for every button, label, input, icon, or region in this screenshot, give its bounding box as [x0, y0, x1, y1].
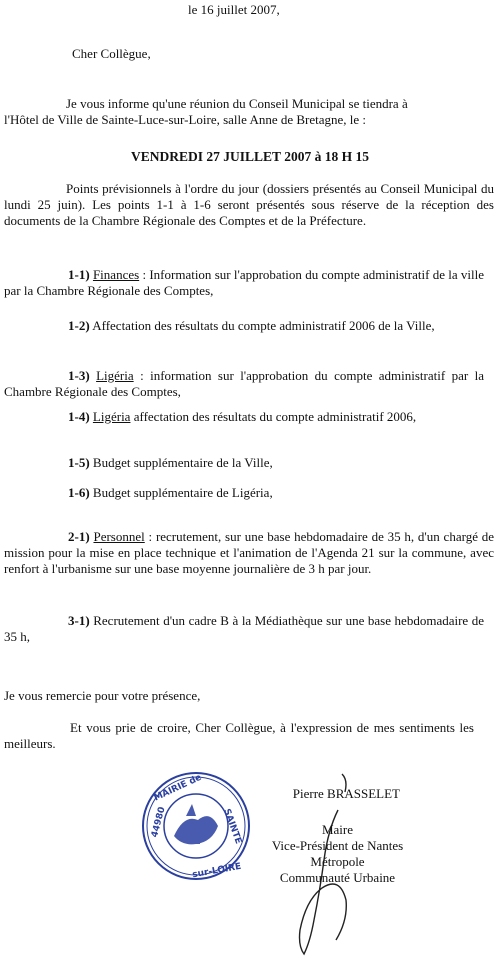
meeting-date: VENDREDI 27 JUILLET 2007 à 18 H 15 — [131, 149, 369, 164]
agenda-item-label: 1-2) — [68, 318, 90, 333]
agenda-item-1-3 — [4, 368, 484, 400]
greeting: Cher Collègue, — [72, 46, 151, 61]
intro-line-1: Je vous informe qu'une réunion du Conseil Municipal se tiendra à — [66, 96, 408, 111]
agenda-item-1-2 — [4, 318, 484, 334]
agenda-item-1-6 — [4, 485, 484, 501]
agenda-item-text: Recrutement d'un cadre B à la Médiathèque sur une base hebdomadaire de 35 h, — [4, 613, 485, 644]
svg-text:MAIRIE de: MAIRIE de — [152, 772, 204, 804]
closing-paragraph: Et vous prie de croire, Cher Collègue, à l'expression de mes sentiments les meilleurs. — [4, 720, 474, 751]
agenda-item-1-5 — [4, 455, 484, 471]
agenda-item-text: : Information sur l'approbation du compte administratif de la ville par la Chambre Régionale des Comptes, — [4, 267, 485, 298]
agenda-item-label: 1-1) — [68, 267, 90, 282]
agenda-item-label: 2-1) — [68, 529, 90, 544]
signer-title-vice-president: Vice-Président de Nantes Métropole — [271, 838, 404, 869]
agenda-item-2-1 — [4, 529, 494, 577]
agenda-item-text: Budget supplémentaire de Ligéria, — [92, 485, 273, 500]
agenda-item-text: Affectation des résultats du compte administratif 2006 de la Ville, — [92, 318, 435, 333]
agenda-item-3-1 — [4, 613, 484, 645]
agenda-item-subject: Ligéria — [92, 409, 131, 424]
agenda-item-1-4 — [4, 409, 484, 425]
letter-date: le 16 juillet 2007, — [188, 2, 280, 17]
signer-titles — [250, 822, 425, 886]
agenda-item-label: 1-5) — [68, 455, 90, 470]
svg-text:44980: 44980 — [149, 805, 168, 839]
signer-name: Pierre BRASSELET — [292, 786, 400, 801]
agenda-item-subject: Finances — [92, 267, 140, 282]
signer-title-community: Communauté Urbaine — [279, 870, 396, 885]
agenda-item-label: 3-1) — [68, 613, 90, 628]
agenda-item-text: affectation des résultats du compte administratif 2006, — [133, 409, 417, 424]
intro-line-2: l'Hôtel de Ville de Sainte-Luce-sur-Loire, salle Anne de Bretagne, le : — [4, 112, 367, 127]
agenda-item-subject: Personnel — [93, 529, 145, 544]
svg-text:SAINTE: SAINTE — [221, 807, 244, 846]
thanks-line: Je vous remercie pour votre présence, — [4, 688, 201, 703]
svg-text:sur-LOIRE: sur-LOIRE — [191, 861, 243, 881]
points-intro: Points prévisionnels à l'ordre du jour (dossiers présentés au Conseil Municipal du lundi 25 juin). Les points 1-1 à 1-6 seront présentés sous réserve de la réception des documents de la Chambre Régionale des Comptes et de la Préfecture. — [4, 181, 494, 228]
agenda-item-label: 1-3) — [68, 368, 90, 383]
intro-paragraph — [4, 96, 492, 128]
agenda-item-text: : recrutement, sur une base hebdomadaire de 35 h, d'un chargé de mission pour la mise en place technique et l'animation de l'Agenda 21 sur la commune, avec renfort à l'urbanisme sur une base moyenne journalière de 3 h par jour. — [4, 529, 495, 576]
signer-title-mayor: Maire — [321, 822, 354, 837]
agenda-item-label: 1-6) — [68, 485, 90, 500]
agenda-item-1-1 — [4, 267, 484, 299]
agenda-item-text: Budget supplémentaire de la Ville, — [92, 455, 273, 470]
agenda-item-subject: Ligéria — [96, 368, 134, 383]
agenda-item-text: : information sur l'approbation du compte administratif par la Chambre Régionale des Comptes, — [4, 368, 484, 399]
agenda-item-label: 1-4) — [68, 409, 90, 424]
